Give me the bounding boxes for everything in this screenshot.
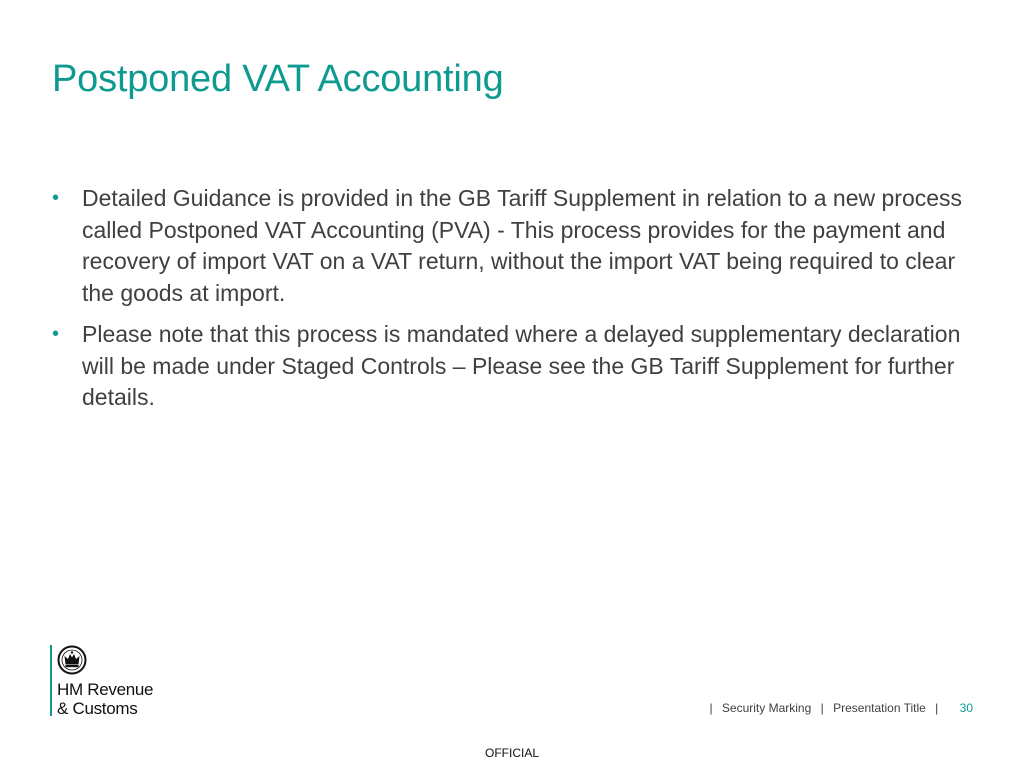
bullet-dot-icon: • <box>52 323 60 345</box>
hmrc-logo <box>50 645 190 717</box>
logo-text-line2: & Customs <box>57 699 138 718</box>
logo-text-line1: HM Revenue <box>57 680 154 699</box>
slide-footer <box>703 701 973 715</box>
security-marking: Security Marking <box>721 701 812 715</box>
presentation-title: Presentation Title <box>833 701 926 715</box>
classification-label: OFFICIAL <box>484 746 539 760</box>
bullet-dot-icon: • <box>52 187 60 209</box>
bullet-list <box>52 183 982 424</box>
logo-accent-bar <box>50 645 52 716</box>
footer-separator: | <box>820 701 824 715</box>
footer-separator: | <box>935 701 939 715</box>
bullet-item <box>52 183 982 309</box>
bullet-item <box>52 319 982 414</box>
footer-separator: | <box>709 701 713 715</box>
bullet-text: Detailed Guidance is provided in the GB Tariff Supplement in relation to a new process called Postponed VAT Accounting (PVA) - This process provides for the payment and recovery of import VAT on a VAT return, without the import VAT being required to clear the goods at import. <box>82 185 963 306</box>
bullet-text: Please note that this process is mandated where a delayed supplementary declaration will be made under Staged Controls – Please see the GB Tariff Supplement for further details. <box>82 321 961 410</box>
slide-title: Postponed VAT Accounting <box>52 58 504 100</box>
crown-crest-icon <box>57 645 87 675</box>
page-number: 30 <box>959 701 973 715</box>
